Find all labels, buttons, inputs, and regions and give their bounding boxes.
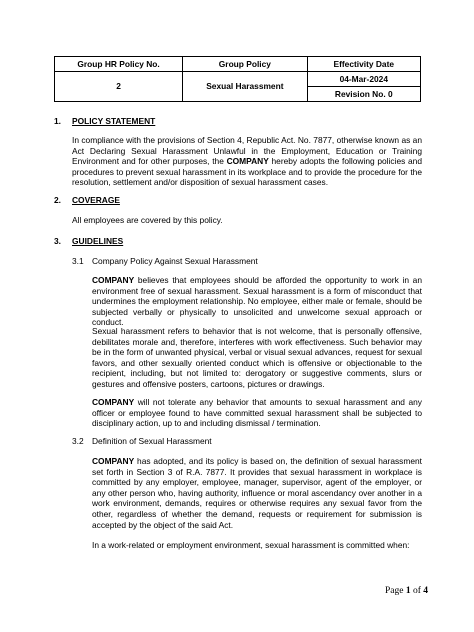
paragraph-text: believes that employees should be afforded the opportunity to work in an environment free of sexual harassment. Sexual harassment is a form of misconduct that undermines the employment relationship. No employee, either male or female, should be subjected verbally or physically to unsolicited and unwelcome sexual approach or conduct. bbox=[92, 275, 422, 328]
page-footer bbox=[385, 586, 428, 596]
company-term: COMPANY bbox=[92, 275, 135, 285]
company-term: COMPANY bbox=[92, 397, 135, 407]
company-policy-paragraph-3 bbox=[92, 397, 422, 429]
policy-title: Sexual Harassment bbox=[183, 72, 307, 102]
total-pages: 4 bbox=[423, 586, 428, 596]
company-policy-paragraph-1 bbox=[92, 275, 422, 328]
policy-statement-paragraph bbox=[72, 135, 422, 188]
company-policy-paragraph-2: Sexual harassment refers to behavior that is not welcome, that is personally offensive, debilitates morale and, therefore, interferes with work effectiveness. Such behavior may be in the form of unwanted physical, verbal or visual sexual advances, request for sexual favors, and other sexually oriented conduct which is offensive or objectionable to the recipient, including, but not limited to: derogatory or suggestive comments, slurs or gestures and offensive posters, cartoons, pictures or drawings. bbox=[92, 326, 422, 389]
company-term: COMPANY bbox=[226, 156, 269, 167]
subsection-number: 3.2 bbox=[72, 436, 84, 446]
section-number: 3. bbox=[54, 236, 61, 246]
policy-number: 2 bbox=[55, 72, 183, 102]
paragraph-text: In compliance with the provisions of Section 4, Republic Act. No. 7877, otherwise known as an Act Declaring Sexual Harassment Unlawful in the Employment, Education or Training Environment and for other purposes, the bbox=[72, 135, 422, 167]
of-word: of bbox=[410, 586, 424, 596]
subsection-heading-3-1 bbox=[72, 256, 258, 267]
header-policy-no-label: Group HR Policy No. bbox=[55, 57, 183, 72]
definition-paragraph-1 bbox=[92, 456, 422, 530]
effectivity-date: 04-Mar-2024 bbox=[307, 72, 420, 87]
section-heading-policy-statement bbox=[54, 116, 155, 127]
header-group-policy-label: Group Policy bbox=[183, 57, 307, 72]
header-effectivity-label: Effectivity Date bbox=[307, 57, 420, 72]
policy-header-table bbox=[54, 56, 421, 102]
section-number: 1. bbox=[54, 116, 61, 126]
paragraph-text: has adopted, and its policy is based on, the definition of sexual harassment set forth in Section 3 of R.A. 7877. It provides that sexual harassment in workplace is committed by any employer, employee, manager, supervisor, agent of the employer, or any other person who, having authority, influence or moral ascendancy over another in a work environment, demands, requires or otherwise requires any sexual favor from the other, regardless of whether the demand, requests or requirement for submission is accepted by the object of the said Act. bbox=[92, 456, 422, 530]
section-title: COVERAGE bbox=[72, 195, 120, 205]
subsection-title: Company Policy Against Sexual Harassment bbox=[92, 256, 258, 266]
definition-paragraph-2: In a work-related or employment environment, sexual harassment is committed when: bbox=[92, 540, 410, 550]
revision-number: Revision No. 0 bbox=[307, 87, 420, 102]
current-page: 1 bbox=[405, 586, 411, 596]
section-heading-guidelines bbox=[54, 236, 123, 247]
paragraph-text: hereby adopts the following policies and procedures to prevent sexual harassment in its workplace and to provide the procedure for the resolution, settlement and/or disposition of sexual harassment cases. bbox=[72, 156, 422, 188]
coverage-paragraph: All employees are covered by this policy. bbox=[72, 215, 223, 225]
paragraph-text: will not tolerate any behavior that amounts to sexual harassment and any officer or employee found to have committed sexual harassment shall be subjected to disciplinary action, up to and including dismissal / termination. bbox=[92, 397, 422, 429]
section-heading-coverage bbox=[54, 195, 120, 206]
section-title: GUIDELINES bbox=[72, 236, 124, 246]
page-word: Page bbox=[384, 586, 406, 596]
subsection-number: 3.1 bbox=[72, 256, 84, 266]
company-term: COMPANY bbox=[92, 456, 135, 466]
section-title: POLICY STATEMENT bbox=[72, 116, 156, 126]
subsection-title: Definition of Sexual Harassment bbox=[92, 436, 212, 446]
subsection-heading-3-2 bbox=[72, 436, 212, 447]
section-number: 2. bbox=[54, 195, 61, 205]
